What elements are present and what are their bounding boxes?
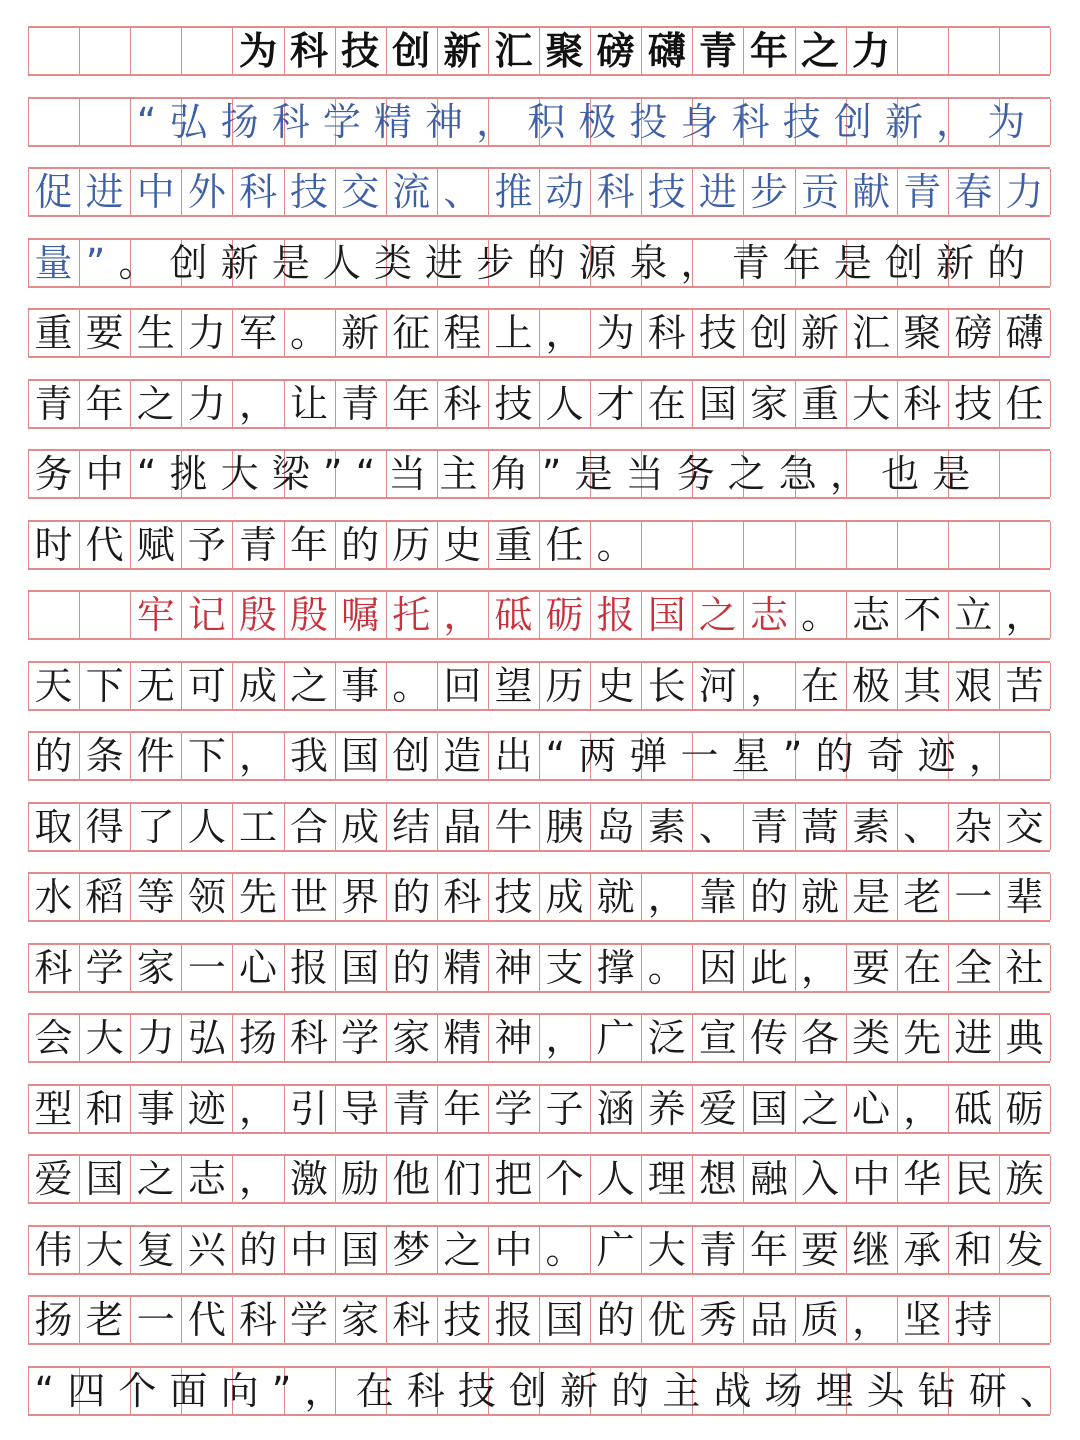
grid-row (28, 661, 1057, 711)
grid-cell-divider (28, 804, 29, 850)
grid-cell-divider (28, 169, 29, 215)
body-text: 会大力弘扬科学家精神，广泛宣传各类先进典 (34, 1016, 1057, 1060)
grid-row (28, 943, 1057, 993)
grid-row (28, 1366, 1072, 1416)
body-text: 水稻等领先世界的科技成就，靠的就是老一辈 (34, 875, 1057, 919)
grid-cell-divider (948, 522, 949, 568)
grid-cell-divider (1050, 28, 1051, 74)
grid-row (28, 1154, 1057, 1204)
grid-row (28, 520, 1050, 570)
grid-cell-divider (28, 99, 29, 145)
grid-row (28, 379, 1057, 429)
essay-line (35, 663, 1057, 709)
grid-cell-divider (130, 28, 131, 74)
grid-cell-divider (28, 733, 29, 779)
grid-cell-divider (79, 99, 80, 145)
essay-line (35, 804, 1057, 850)
body-text: 型和事迹，引导青年学子涵养爱国之心，砥砺 (34, 1086, 1057, 1131)
essay-line (35, 1086, 1057, 1132)
grid-row (28, 1295, 1050, 1345)
body-text: 时代赋予青年的历史重任。 (34, 522, 648, 567)
body-text: 重要生力军。新征程上，为科技创新汇聚磅礴 (34, 311, 1057, 355)
essay-line (35, 1156, 1057, 1202)
essay-title (239, 28, 903, 74)
grid-cell-divider (692, 522, 693, 568)
grid-row (28, 238, 1050, 288)
essay-line (35, 522, 648, 568)
grid-cell-divider (28, 1368, 29, 1414)
body-text: 扬老一代科学家科技报国的优秀品质，坚持 (34, 1298, 1006, 1342)
grid-cell-divider (28, 381, 29, 427)
body-text: 为科技创新汇聚磅礴青年之力 (238, 29, 904, 73)
grid-cell-divider (999, 28, 1000, 74)
grid-row (28, 308, 1057, 358)
grid-row (28, 802, 1057, 852)
grid-cell-divider (130, 592, 131, 638)
essay-line (35, 1368, 1071, 1414)
grid-cell-divider (846, 522, 847, 568)
essay-line (137, 99, 1039, 145)
grid-cell-divider (28, 945, 29, 991)
body-text: 。志不立， (801, 593, 1057, 637)
grid-row (28, 97, 1050, 147)
essay-line (35, 310, 1057, 356)
body-text: “四个面向”，在科技创新的主战场埋头钻研、 (34, 1368, 1072, 1413)
grid-cell-divider (181, 28, 182, 74)
grid-row (28, 731, 1050, 781)
body-text: 青年之力，让青年科技人才在国家重大科技任 (34, 381, 1057, 426)
grid-cell-divider (130, 99, 131, 145)
grid-cell-divider (28, 451, 29, 497)
grid-cell-divider (28, 1297, 29, 1343)
grid-cell-divider (28, 1086, 29, 1132)
body-text: 天下无可成之事。回望历史长河，在极其艰苦 (34, 663, 1057, 708)
essay-line (35, 1227, 1057, 1273)
quoted-text: 量” (34, 240, 119, 285)
title-row (28, 26, 1050, 76)
body-text: 科学家一心报国的精神支撑。因此，要在全社 (34, 945, 1057, 990)
body-text: 的条件下，我国创造出“两弹一星”的奇迹， (34, 734, 1020, 778)
grid-cell-divider (79, 592, 80, 638)
grid-cell-divider (79, 28, 80, 74)
grid-cell-divider (999, 451, 1000, 497)
essay-line (35, 381, 1057, 427)
grid-cell-divider (28, 663, 29, 709)
grid-cell-divider (28, 240, 29, 286)
grid-cell-divider (1050, 99, 1051, 145)
quoted-text: 促进中外科技交流、推动科技进步贡献青春力 (34, 170, 1057, 214)
grid-cell-divider (1050, 733, 1051, 779)
grid-cell-divider (1050, 240, 1051, 286)
essay-line (137, 592, 1057, 638)
body-text: 务中“挑大梁”“当主角”是当务之急，也是 (34, 452, 984, 496)
grid-row (28, 449, 1050, 499)
essay-line (35, 240, 1039, 286)
grid-cell-divider (948, 28, 949, 74)
grid-cell-divider (1050, 1297, 1051, 1343)
grid-row (28, 590, 1057, 640)
grid-cell-divider (28, 874, 29, 920)
essay-line (35, 1015, 1057, 1061)
essay-line (35, 451, 984, 497)
grid-row (28, 167, 1057, 217)
grid-cell-divider (743, 522, 744, 568)
grid-cell-divider (28, 1015, 29, 1061)
body-text: 伟大复兴的中国梦之中。广大青年要继承和发 (34, 1227, 1057, 1272)
grid-row (28, 872, 1057, 922)
grid-cell-divider (28, 522, 29, 568)
grid-cell-divider (28, 28, 29, 74)
grid-row (28, 1225, 1057, 1275)
grid-cell-divider (1050, 451, 1051, 497)
grid-row (28, 1084, 1057, 1134)
quoted-text: “弘扬科学精神，积极投身科技创新，为 (136, 99, 1039, 144)
grid-cell-divider (999, 522, 1000, 568)
body-text: 爱国之志，激励他们把个人理想融入中华民族 (34, 1157, 1057, 1201)
essay-line (35, 169, 1057, 215)
grid-cell-divider (897, 522, 898, 568)
essay-line (35, 874, 1057, 920)
grid-cell-divider (795, 522, 796, 568)
essay-line (35, 1297, 1006, 1343)
essay-line (35, 733, 1020, 779)
grid-cell-divider (232, 28, 233, 74)
grid-cell-divider (1050, 522, 1051, 568)
essay-line (35, 945, 1057, 991)
grid-cell-divider (28, 1156, 29, 1202)
highlighted-text: 牢记殷殷嘱托，砥砺报国之志 (136, 593, 802, 637)
grid-cell-divider (28, 592, 29, 638)
body-text: 取得了人工合成结晶牛胰岛素、青蒿素、杂交 (34, 804, 1057, 849)
grid-row (28, 1013, 1057, 1063)
grid-cell-divider (28, 1227, 29, 1273)
body-text: 。创新是人类进步的源泉，青年是创新的 (118, 240, 1039, 285)
grid-cell-divider (28, 310, 29, 356)
